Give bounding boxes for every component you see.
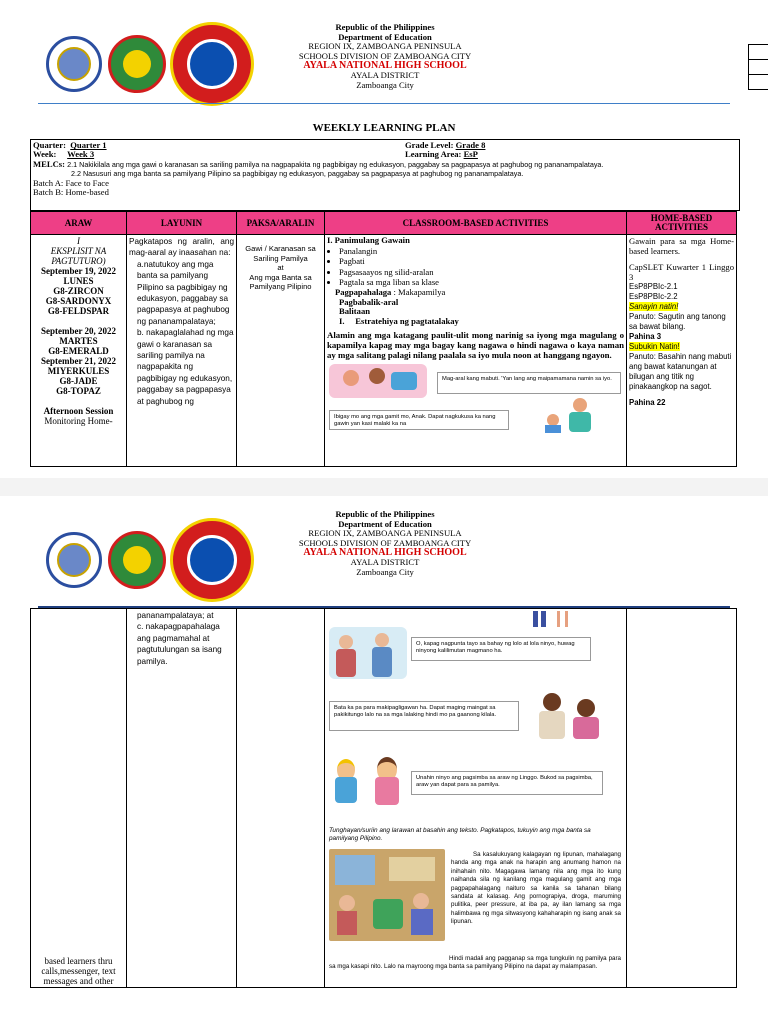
layunin-cell xyxy=(127,235,237,467)
division-line: SCHOOLS DIVISION OF ZAMBOANGA CITY xyxy=(298,50,472,61)
header-home: HOME-BASED ACTIVITIES xyxy=(627,212,737,235)
deped-line: Department of Education xyxy=(338,31,432,42)
district-line: AYALA DISTRICT xyxy=(350,556,420,567)
speech-bubble: Unahin ninyo ang pagsimba sa araw ng Linggo. Bukod sa pagsimba, araw yan dapat para sa pamilya. xyxy=(411,771,603,795)
day-1: LUNES xyxy=(63,276,94,286)
paksa-line-3: Ang mga Banta sa Pamilyang Pilipino xyxy=(249,272,312,292)
batch-a: Batch A: Face to Face xyxy=(33,177,109,188)
classroom-cell xyxy=(325,609,627,988)
list-item: • Panalangin xyxy=(339,246,624,257)
header-layunin: LAYUNIN xyxy=(127,212,237,235)
monitoring-text: Monitoring Home- xyxy=(44,416,113,426)
home-cell xyxy=(627,235,737,467)
panuto-2: Panuto: Basahin nang mabuti ang bawat katanungan at bilugan ang titik ng pinakaangkop na sagot. xyxy=(629,352,732,391)
classroom-cell xyxy=(325,235,627,467)
corner-box xyxy=(748,44,768,90)
region-line: REGION IX, ZAMBOANGA PENINSULA xyxy=(308,41,462,52)
section-zircon: G8-ZIRCON xyxy=(53,286,104,296)
city-line: Zamboanga City xyxy=(356,79,414,90)
date-2: September 20, 2022 xyxy=(40,326,117,336)
code-2: EsP8PBIc-2.2 xyxy=(629,292,678,301)
info-box xyxy=(30,139,740,211)
deped-seal-icon xyxy=(46,532,102,588)
division-seal-icon xyxy=(108,531,166,589)
section-topaz: G8-TOPAZ xyxy=(56,386,101,396)
home-cell xyxy=(627,609,737,988)
speech-bubble: Ibigay mo ang mga gamit mo, Anak. Dapat nagkukusa ka nang gawin yan kasi malaki ka na xyxy=(329,410,509,430)
quarter-value: Quarter 1 xyxy=(70,140,107,150)
area-label: Learning Area: xyxy=(405,149,462,160)
capslet-label: CapSLET Kuwarter 1 Linggo 3 xyxy=(629,262,734,282)
date-1: September 19, 2022 xyxy=(40,266,117,276)
layunin-a: a.natutukoy ang mga banta sa pamilyang Pilipino sa pagbibigay ng edukasyon, paggabay sa pagpapasya at paghubog ng pananampalataya; xyxy=(137,259,230,326)
republic-line: Republic of the Philippines xyxy=(335,509,435,519)
table-header-row xyxy=(31,212,737,235)
melcs-label: MELCs: xyxy=(33,158,65,169)
pahina-22: Pahina 22 xyxy=(629,398,666,407)
sanayin-label: Sanayin natin! xyxy=(629,302,679,311)
header-rule xyxy=(38,103,730,104)
logo-group xyxy=(46,518,254,602)
date-3: September 21, 2022 xyxy=(40,356,117,366)
melc-1: 2.1 Nakikilala ang mga gawi o karanasan sa sariling pamilya na nagpapakita ng pagbibigay ng edukasyon, paggabay sa pagpapasya at paghubog ng pananampalataya. xyxy=(67,159,604,169)
area-value: EsP xyxy=(463,149,478,160)
reading-paragraph-1: Sa kasalukuyang kalagayan ng lipunan, mahalagang handa ang mga anak na harapin ang anumang hamon na inihahain nito. Magagawa lamang nila ang mga ito kung naihanda sila ng kanilang mga magulang gamit ang mga pagpapahalagang naituro sa kanila sa tahanan bilang sandata at kalasag. Ang pornograpiya, droga, maruming pulitika, peer pressure, at iba pa, ay ilan lamang sa mga halimbawa ng mga sitwasyong kahaharapin ng isang anak sa lipunan. xyxy=(451,851,621,926)
afternoon-session: Afternoon Session xyxy=(43,406,114,416)
division-seal-icon xyxy=(108,35,166,93)
family-scene-illustration-icon xyxy=(329,849,445,941)
mother-daughter-illustration-icon xyxy=(521,685,621,741)
table-row xyxy=(31,609,737,988)
pagpapahalaga-label: Pagpapahalaga xyxy=(335,286,392,297)
day-3: MIYERKULES xyxy=(47,366,110,376)
layunin-intro: Pagkatapos ng aralin, ang mag-aaral ay inaasahan na: xyxy=(129,237,234,258)
batch-b: Batch B: Home-based xyxy=(33,187,109,198)
pagpapahalaga-value: : Makapamilya xyxy=(393,286,446,297)
illustration-area xyxy=(327,364,624,434)
school-name: AYALA NATIONAL HIGH SCHOOL xyxy=(303,60,467,72)
list-item: • Pagtala sa mga liban sa klase xyxy=(339,277,624,288)
araw-cell xyxy=(31,609,127,988)
week-label: Week: xyxy=(33,149,57,160)
paksa-cell xyxy=(237,235,325,467)
page-2 xyxy=(0,496,768,1024)
layunin-b-continued: pananampalataya; at xyxy=(137,611,214,620)
activity-heading: I. Panimulang Gawain xyxy=(327,235,410,245)
day-2: MARTES xyxy=(59,336,98,346)
page-1 xyxy=(0,0,768,478)
pahina-3: Pahina 3 xyxy=(629,332,662,341)
alamin-text: Alamin ang mga katagang paulit-ulit mong narinig sa iyong mga magulang o kapamilya kapag may mga bagay kang nagawa o hindi nagawa o kaya naman ay mga salitang palagi nilang paalala sa iyo mula noon at hanggang ngayon. xyxy=(327,329,624,361)
estratehiya-label: Estratehiya ng pagtatalakay xyxy=(355,316,459,327)
header-classroom: CLASSROOM-BASED ACTIVITIES xyxy=(325,212,627,235)
monitoring-continued: based learners thru calls,messenger, text messages and other xyxy=(41,956,116,986)
section-feldspar: G8-FELDSPAR xyxy=(47,306,110,316)
table-row xyxy=(31,235,737,467)
legs-illustration-icon xyxy=(531,611,571,629)
home-intro: Gawain para sa mga Home-based learners. xyxy=(629,236,734,256)
division-line: SCHOOLS DIVISION OF ZAMBOANGA CITY xyxy=(298,537,472,548)
family-illustration-icon xyxy=(329,364,427,398)
deped-line: Department of Education xyxy=(338,518,432,529)
week-value: Week 3 xyxy=(67,149,95,160)
layunin-c: c. nakapagpapahalaga ang pagmamahal at pagtutulungan sa isang pamilya. xyxy=(137,622,222,666)
grade-value: Grade 8 xyxy=(455,140,486,150)
speech-bubble: Mag-aral kang mabuti. 'Yan lang ang maipamamana namin sa iyo. xyxy=(437,372,621,394)
paksa-cell xyxy=(237,609,325,988)
araw-number: I xyxy=(77,236,80,246)
eksplisit-label: EKSPLISIT NA PAGTUTURO) xyxy=(50,246,107,266)
city-line: Zamboanga City xyxy=(356,566,414,577)
school-name: AYALA NATIONAL HIGH SCHOOL xyxy=(303,547,467,559)
araw-cell xyxy=(31,235,127,467)
reading-area xyxy=(325,609,626,987)
balitaan: Balitaan xyxy=(339,306,371,317)
code-1: EsP8PBIc-2.1 xyxy=(629,282,678,291)
layunin-cell xyxy=(127,609,237,988)
balik-aral: Pagbabalik-aral xyxy=(339,296,399,307)
logo-group xyxy=(46,22,254,106)
grade-label: Grade Level: xyxy=(405,140,454,150)
estratehiya-number: I. xyxy=(339,316,345,327)
republic-line: Republic of the Philippines xyxy=(335,22,435,32)
district-line: AYALA DISTRICT xyxy=(350,69,420,80)
paksa-line-2: at xyxy=(277,263,284,273)
reading-paragraph-2: Hindi madali ang pagganap sa mga tungkulin ng pamilya para sa mga kasapi nito. Lalo na mayroong mga banta sa pamilyang Pilipino na dapat ay malampasan. xyxy=(329,955,621,971)
tunghayan-text: Tunghayan/suriin ang larawan at basahin ang teksto. Pagkatapos, tukuyin ang mga banta sa pamilyang Pilipino. xyxy=(329,827,591,842)
letterhead xyxy=(230,510,540,577)
mother-child-illustration-icon xyxy=(537,398,607,432)
subukin-label: Subukin Natin! xyxy=(629,342,680,351)
section-sardonyx: G8-SARDONYX xyxy=(45,296,112,306)
paksa-line-1: Gawi / Karanasan sa Sariling Pamilya xyxy=(245,244,316,263)
activity-list xyxy=(327,246,624,288)
region-line: REGION IX, ZAMBOANGA PENINSULA xyxy=(308,528,462,539)
grandparents-illustration-icon xyxy=(329,627,407,679)
speech-bubble: O, kapag nagpunta tayo sa bahay ng lolo at lola ninyo, huwag ninyong kalilimutan magmano ha. xyxy=(411,637,591,661)
speech-bubble: Bata ka pa para makipagligawan ha. Dapat maging maingat sa pakikitungo lalo na sa mga lalaking hindi mo pa gaanong kilala. xyxy=(329,701,519,731)
letterhead xyxy=(230,23,540,90)
section-emerald: G8-EMERALD xyxy=(48,346,109,356)
page-title: WEEKLY LEARNING PLAN xyxy=(312,122,456,134)
list-item: • Pagbati xyxy=(339,256,624,267)
deped-seal-icon xyxy=(46,36,102,92)
learning-plan-table-continued xyxy=(30,608,737,988)
header-araw: ARAW xyxy=(31,212,127,235)
praying-children-illustration-icon xyxy=(329,755,415,807)
layunin-b: b. nakapaglalahad ng mga gawi o karanasan sa sariling pamilya na nagpapakita ng pagbibigay ng edukasyon, paggabay sa pagpapasya at paghubog ng xyxy=(137,328,234,406)
section-jade: G8-JADE xyxy=(59,376,98,386)
panuto-1: Panuto: Sagutin ang tanong sa bawat bilang. xyxy=(629,312,726,331)
list-item: • Pagsasaayos ng silid-aralan xyxy=(339,267,624,278)
header-paksa: PAKSA/ARALIN xyxy=(237,212,325,235)
quarter-label: Quarter: xyxy=(33,140,66,150)
melc-2: 2.2 Nasusuri ang mga banta sa pamilyang Pilipino sa pagbibigay ng edukasyon, paggabay sa pagpapasya at paghubog ng pananampalataya. xyxy=(71,169,524,179)
learning-plan-table xyxy=(30,211,737,467)
